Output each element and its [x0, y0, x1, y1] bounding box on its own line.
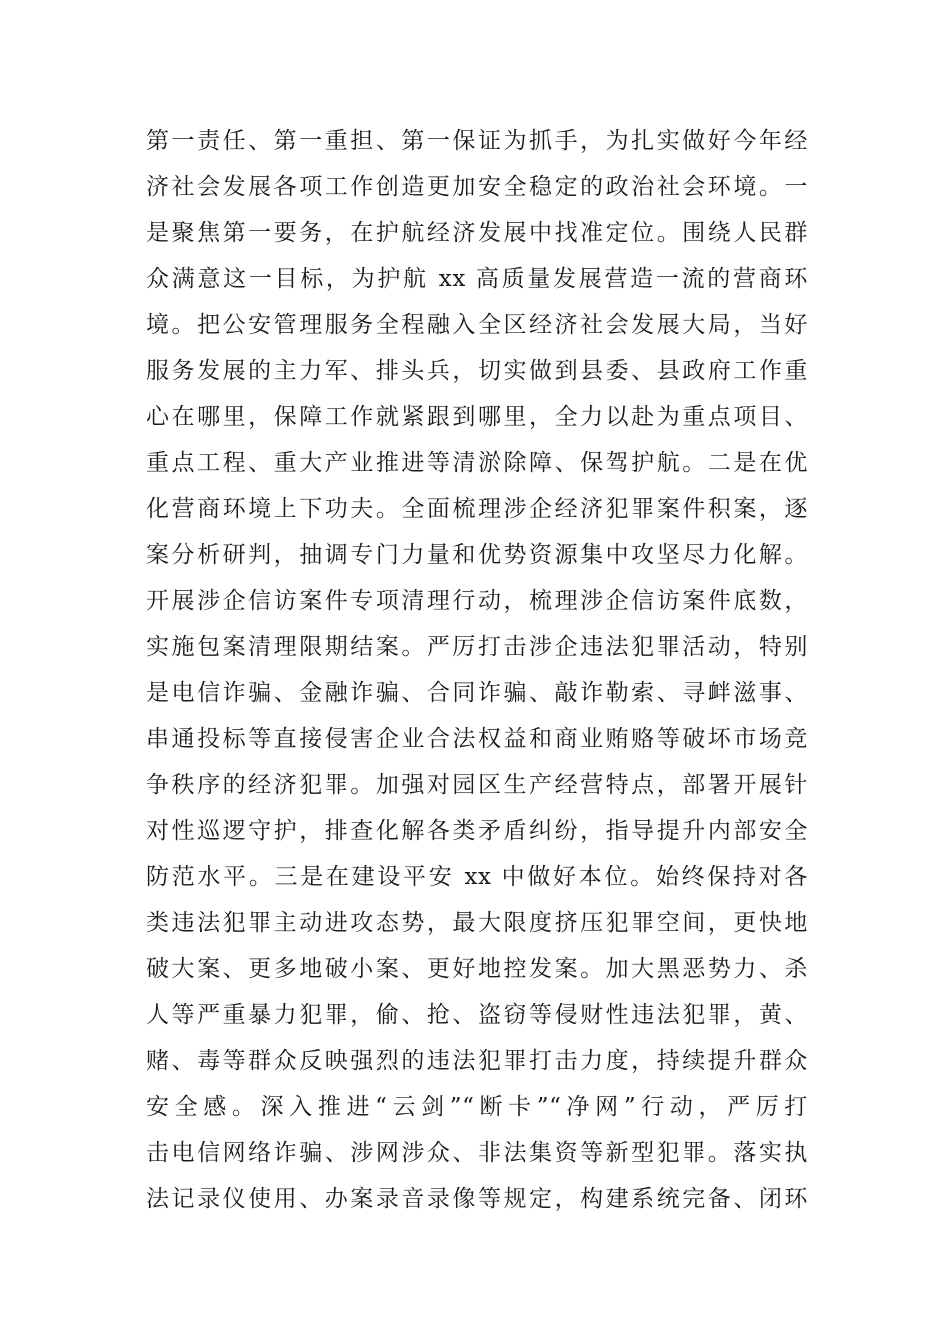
- text-line-24: 法记录仪使用、办案录音录像等规定，构建系统完备、闭环: [146, 1186, 808, 1212]
- text-line-20: 人等严重暴力犯罪，偷、抢、盗窃等侵财性违法犯罪，黄、: [146, 1002, 808, 1028]
- text-line-2: 济社会发展各项工作创造更加安全稳定的政治社会环境。一: [146, 174, 808, 200]
- text-line-12: 实施包案清理限期结案。严厉打击涉企违法犯罪活动，特别: [146, 634, 808, 660]
- text-line-15: 争秩序的经济犯罪。加强对园区生产经营特点，部署开展针: [146, 772, 808, 798]
- body-paragraph: [146, 118, 808, 1222]
- text-line-5: 境。把公安管理服务全程融入全区经济社会发展大局，当好: [146, 312, 808, 338]
- text-line-9: 化营商环境上下功夫。全面梳理涉企经济犯罪案件积案，逐: [146, 496, 808, 522]
- text-line-19: 破大案、更多地破小案、更好地控发案。加大黑恶势力、杀: [146, 956, 808, 982]
- text-line-4: 众满意这一目标，为护航 xx 高质量发展营造一流的营商环: [146, 266, 808, 292]
- text-line-17: 防范水平。三是在建设平安 xx 中做好本位。始终保持对各: [146, 864, 808, 890]
- text-line-16: 对性巡逻守护，排查化解各类矛盾纠纷，指导提升内部安全: [146, 818, 808, 844]
- text-line-23: 击电信网络诈骗、涉网涉众、非法集资等新型犯罪。落实执: [146, 1140, 808, 1166]
- text-line-11: 开展涉企信访案件专项清理行动，梳理涉企信访案件底数，: [146, 588, 808, 614]
- text-line-1: 第一责任、第一重担、第一保证为抓手，为扎实做好今年经: [146, 128, 808, 154]
- text-line-13: 是电信诈骗、金融诈骗、合同诈骗、敲诈勒索、寻衅滋事、: [146, 680, 808, 706]
- text-line-21: 赌、毒等群众反映强烈的违法犯罪打击力度，持续提升群众: [146, 1048, 808, 1074]
- text-line-8: 重点工程、重大产业推进等清淤除障、保驾护航。二是在优: [146, 450, 808, 476]
- text-line-10: 案分析研判，抽调专门力量和优势资源集中攻坚尽力化解。: [146, 542, 808, 568]
- text-line-6: 服务发展的主力军、排头兵，切实做到县委、县政府工作重: [146, 358, 808, 384]
- text-line-14: 串通投标等直接侵害企业合法权益和商业贿赂等破坏市场竞: [146, 726, 808, 752]
- text-line-18: 类违法犯罪主动进攻态势，最大限度挤压犯罪空间，更快地: [146, 910, 808, 936]
- text-line-22: 安全感。深入推进“云剑”“断卡”“净网”行动，严厉打: [146, 1094, 808, 1120]
- text-line-7: 心在哪里，保障工作就紧跟到哪里，全力以赴为重点项目、: [146, 404, 808, 430]
- text-line-3: 是聚焦第一要务，在护航经济发展中找准定位。围绕人民群: [146, 220, 808, 246]
